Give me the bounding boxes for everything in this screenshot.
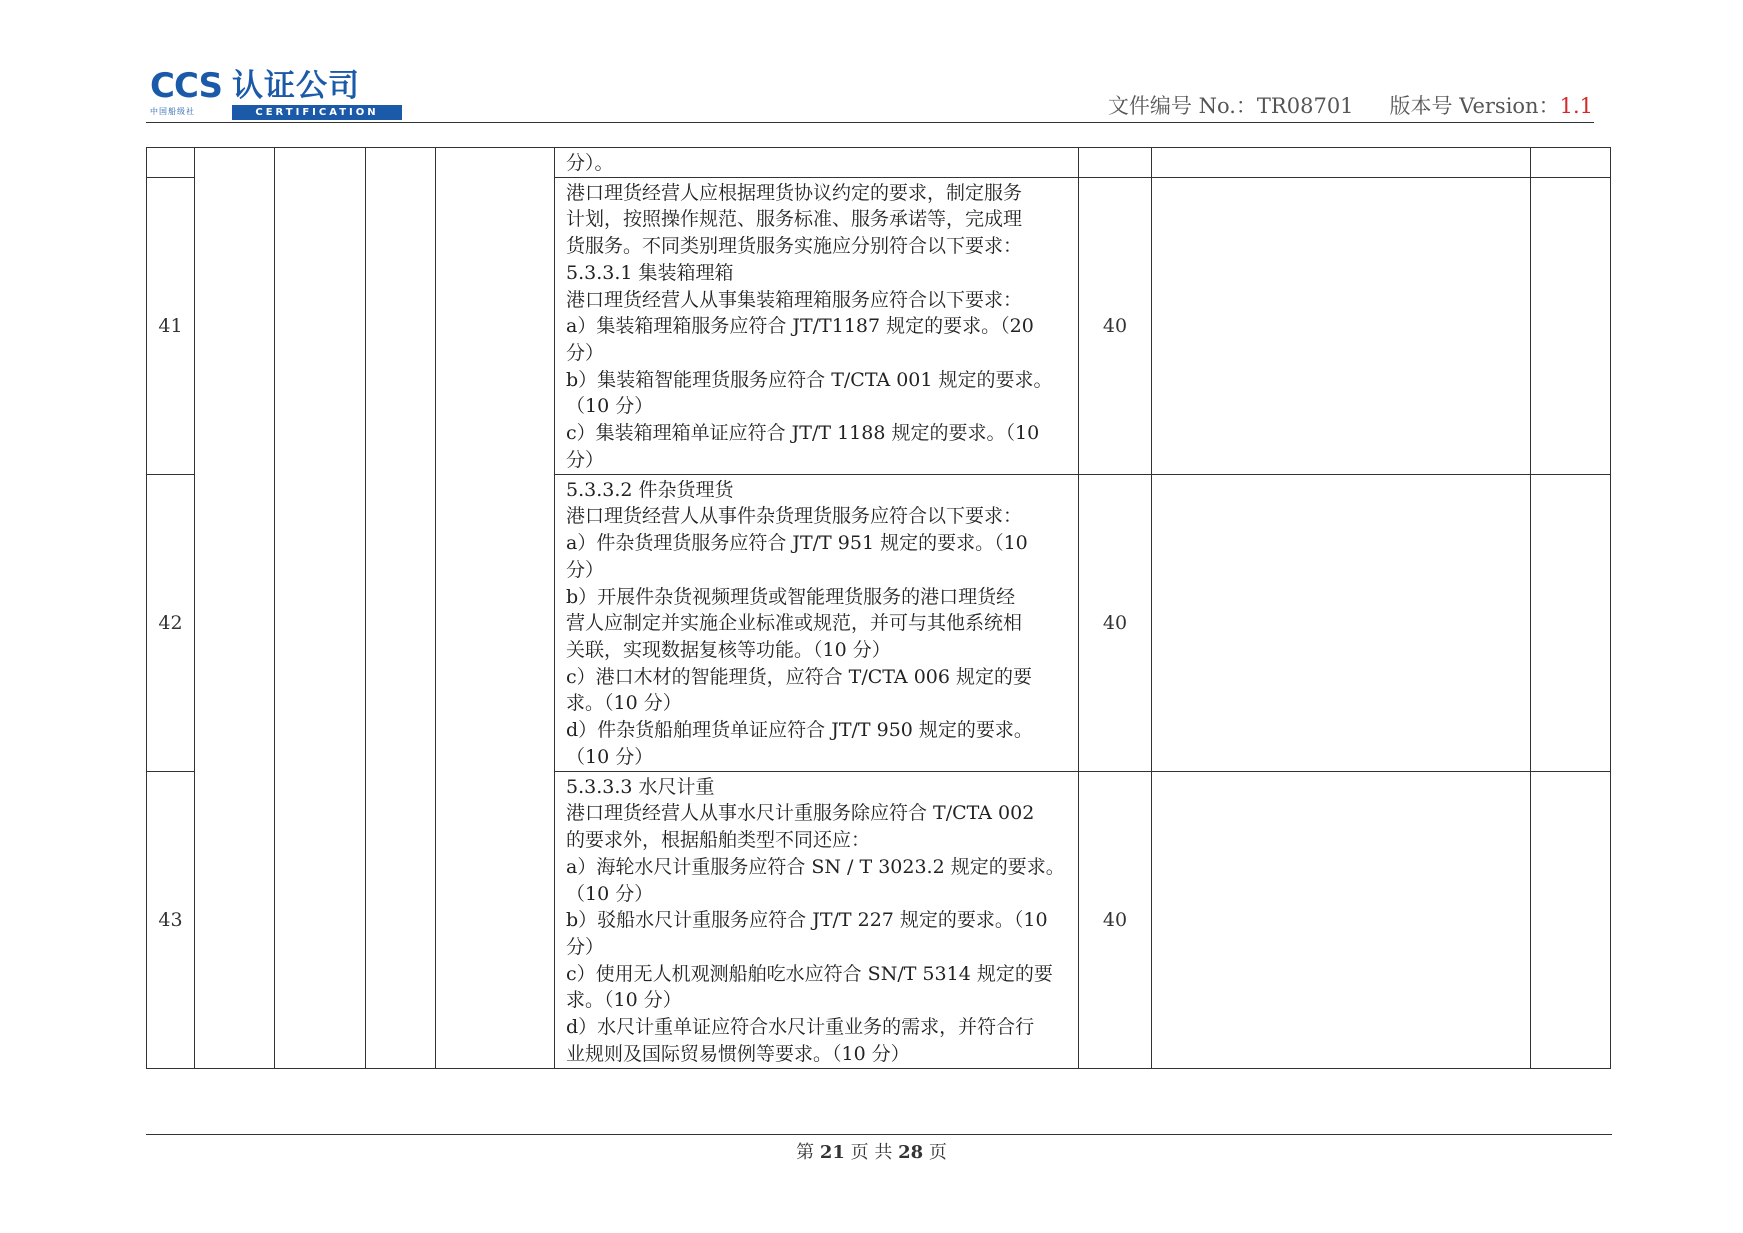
logo-subtitle: 中国船级社 bbox=[150, 107, 195, 116]
row-number: 42 bbox=[147, 474, 195, 771]
company-logo bbox=[150, 68, 405, 120]
logo-certification-bar: CERTIFICATION bbox=[232, 105, 402, 120]
cell-last bbox=[1531, 474, 1611, 771]
cell-content: 分）。 bbox=[555, 148, 1079, 178]
cell-merged-col4 bbox=[366, 148, 436, 1069]
cell-merged-col3 bbox=[275, 148, 366, 1069]
doc-number-value: TR08701 bbox=[1256, 94, 1354, 118]
row-number: 43 bbox=[147, 771, 195, 1068]
row-number: 41 bbox=[147, 177, 195, 474]
cell-score bbox=[1079, 148, 1152, 178]
table-row-continuation bbox=[147, 148, 1611, 178]
doc-number-label: 文件编号 No.： bbox=[1107, 94, 1257, 118]
cell-no bbox=[147, 148, 195, 178]
cell-merged-col5 bbox=[436, 148, 555, 1069]
requirement-text: 港口理货经营人应根据理货协议约定的要求，制定服务 计划，按照操作规范、服务标准、服务承诺等，完成理 货服务。不同类别理货服务实施应分别符合以下要求： 5.3.3.1 集装箱理箱 港口理货经营人从事集装箱理箱服务应符合以下要求： a）集装箱理箱服务应符合 JT/T1187 规定的要求。（20 分） b）集装箱智能理货服务应符合 T/CTA 001 规定的要求。 （10 分） c）集装箱理箱单证应符合 JT/T 1188 规定的要求。（10 分） bbox=[555, 177, 1079, 474]
cell-remarks bbox=[1152, 177, 1531, 474]
cell-merged-col2 bbox=[195, 148, 275, 1069]
current-page: 21 bbox=[819, 1142, 845, 1163]
row-score: 40 bbox=[1079, 474, 1152, 771]
total-pages: 28 bbox=[898, 1142, 924, 1163]
requirement-text: 5.3.3.3 水尺计重 港口理货经营人从事水尺计重服务除应符合 T/CTA 002 的要求外，根据船舶类型不同还应： a）海轮水尺计重服务应符合 SN / T 3023.2 规定的要求。 （10 分） b）驳船水尺计重服务应符合 JT/T 227 规定的要求。（10 分） c）使用无人机观测船舶吃水应符合 SN/T 5314 规定的要 求。（10 分） d）水尺计重单证应符合水尺计重业务的需求，并符合行 业规则及国际贸易惯例等要求。（10 分） bbox=[555, 771, 1079, 1068]
header-divider bbox=[146, 122, 1594, 123]
version-label: 版本号 Version： bbox=[1389, 94, 1560, 118]
cell-last bbox=[1531, 771, 1611, 1068]
logo-ccs-text: CCS bbox=[150, 66, 223, 106]
footer-suffix: 页 bbox=[928, 1142, 947, 1163]
page-number-footer bbox=[0, 1138, 1743, 1164]
version-value: 1.1 bbox=[1559, 94, 1593, 118]
assessment-table bbox=[146, 147, 1611, 1069]
cell-remarks bbox=[1152, 148, 1531, 178]
document-info bbox=[1108, 90, 1593, 120]
footer-middle: 页 共 bbox=[850, 1142, 893, 1163]
cell-last bbox=[1531, 148, 1611, 178]
logo-chinese-text: 认证公司 bbox=[232, 68, 360, 104]
cell-last bbox=[1531, 177, 1611, 474]
row-score: 40 bbox=[1079, 177, 1152, 474]
cell-remarks bbox=[1152, 771, 1531, 1068]
footer-prefix: 第 bbox=[796, 1142, 815, 1163]
cell-remarks bbox=[1152, 474, 1531, 771]
requirement-text: 5.3.3.2 件杂货理货 港口理货经营人从事件杂货理货服务应符合以下要求： a）件杂货理货服务应符合 JT/T 951 规定的要求。（10 分） b）开展件杂货视频理货或智能理货服务的港口理货经 营人应制定并实施企业标准或规范，并可与其他系统相 关联，实现数据复核等功能。（10 分） c）港口木材的智能理货，应符合 T/CTA 006 规定的要 求。（10 分） d）件杂货船舶理货单证应符合 JT/T 950 规定的要求。 （10 分） bbox=[555, 474, 1079, 771]
row-score: 40 bbox=[1079, 771, 1152, 1068]
footer-divider bbox=[146, 1134, 1612, 1135]
